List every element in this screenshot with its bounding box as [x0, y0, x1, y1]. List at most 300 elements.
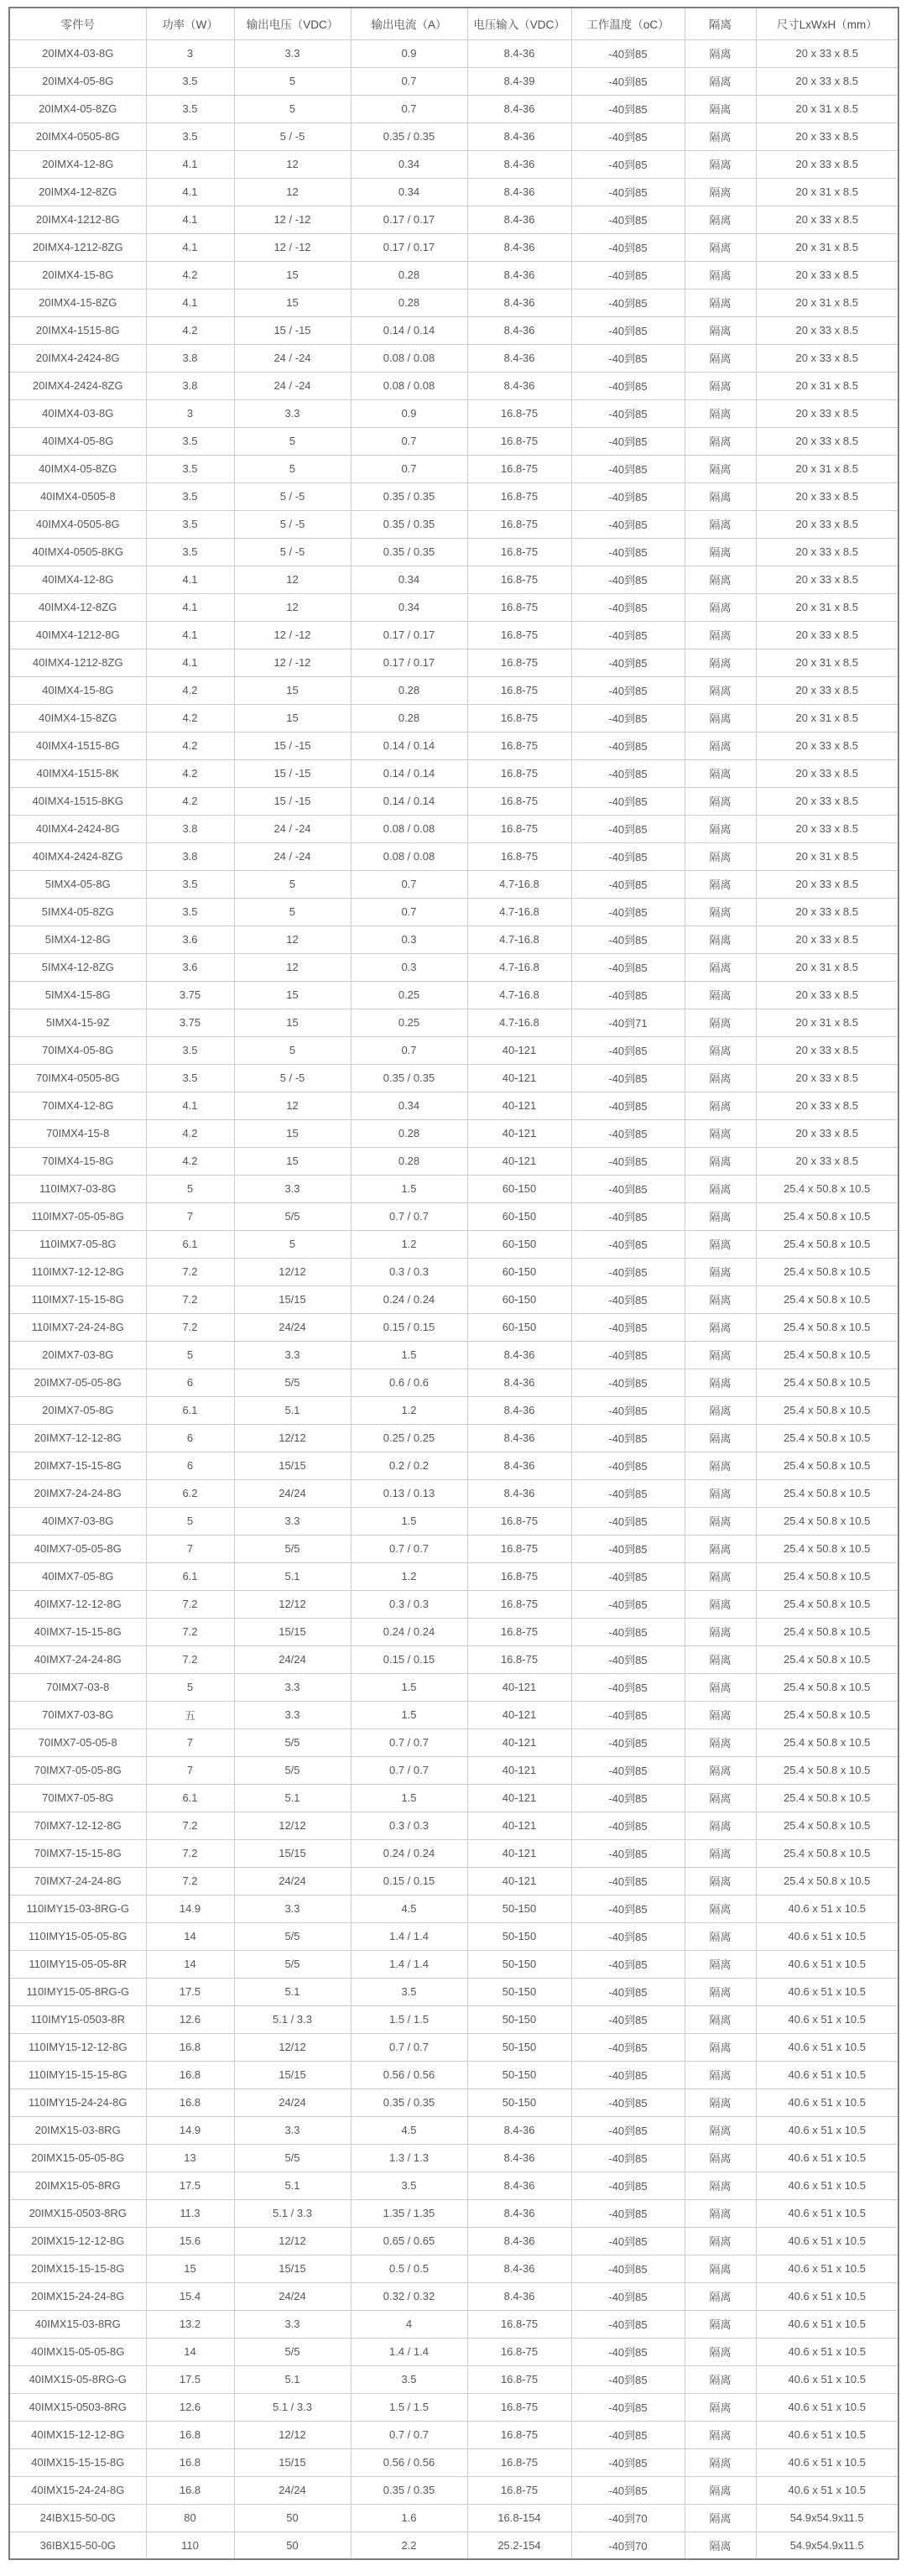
output-current-cell: 0.08 / 0.08 — [351, 842, 467, 870]
output-voltage-cell: 15 — [234, 261, 351, 289]
input-voltage-cell: 40-121 — [467, 1064, 571, 1092]
power-cell: 16.8 — [146, 2033, 234, 2061]
output-current-cell: 3.5 — [351, 1978, 467, 2005]
dimensions-cell: 40.6 x 51 x 10.5 — [756, 1895, 898, 1922]
power-cell: 7.2 — [146, 1812, 234, 1839]
input-voltage-cell: 16.8-75 — [467, 482, 571, 510]
operating-temp-cell: -40到85 — [571, 1618, 685, 1645]
output-voltage-cell: 15/15 — [234, 1285, 351, 1313]
output-current-cell: 0.35 / 0.35 — [351, 2476, 467, 2504]
output-current-cell: 0.14 / 0.14 — [351, 759, 467, 787]
dimensions-cell: 40.6 x 51 x 10.5 — [756, 2476, 898, 2504]
dimensions-cell: 20 x 33 x 8.5 — [756, 427, 898, 455]
input-voltage-cell: 16.8-75 — [467, 2421, 571, 2448]
isolation-cell: 隔离 — [685, 1230, 756, 1258]
input-voltage-cell: 8.4-36 — [467, 39, 571, 67]
input-voltage-cell: 8.4-36 — [467, 1396, 571, 1424]
output-voltage-cell: 12 — [234, 178, 351, 206]
input-voltage-cell: 8.4-36 — [467, 95, 571, 123]
dimensions-cell: 20 x 31 x 8.5 — [756, 455, 898, 482]
part-number-cell: 40IMX15-15-15-8G — [9, 2448, 146, 2476]
part-number-cell: 110IMX7-15-15-8G — [9, 1285, 146, 1313]
dimensions-cell: 20 x 33 x 8.5 — [756, 482, 898, 510]
dimensions-cell: 25.4 x 50.8 x 10.5 — [756, 1230, 898, 1258]
operating-temp-cell: -40到85 — [571, 676, 685, 704]
output-voltage-cell: 5 — [234, 95, 351, 123]
output-voltage-cell: 15/15 — [234, 1452, 351, 1479]
dimensions-cell: 40.6 x 51 x 10.5 — [756, 2005, 898, 2033]
power-cell: 15.4 — [146, 2282, 234, 2310]
isolation-cell: 隔离 — [685, 2421, 756, 2448]
isolation-cell: 隔离 — [685, 1950, 756, 1978]
dimensions-cell: 20 x 33 x 8.5 — [756, 787, 898, 815]
power-cell: 13 — [146, 2144, 234, 2172]
table-row — [9, 372, 898, 399]
part-number-cell: 5IMX4-05-8ZG — [9, 898, 146, 926]
output-voltage-cell: 3.3 — [234, 1895, 351, 1922]
input-voltage-cell: 60-150 — [467, 1313, 571, 1341]
power-cell: 4.1 — [146, 289, 234, 316]
output-current-cell: 0.08 / 0.08 — [351, 344, 467, 372]
table-row — [9, 482, 898, 510]
part-number-cell: 20IMX7-24-24-8G — [9, 1479, 146, 1507]
output-current-cell: 1.35 / 1.35 — [351, 2199, 467, 2227]
part-number-cell: 40IMX15-24-24-8G — [9, 2476, 146, 2504]
dimensions-cell: 40.6 x 51 x 10.5 — [756, 2255, 898, 2282]
dimensions-cell: 40.6 x 51 x 10.5 — [756, 2088, 898, 2116]
dimensions-cell: 40.6 x 51 x 10.5 — [756, 2199, 898, 2227]
part-number-cell: 40IMX15-03-8RG — [9, 2310, 146, 2338]
part-number-cell: 40IMX4-12-8G — [9, 566, 146, 593]
output-voltage-cell: 5 — [234, 455, 351, 482]
part-number-cell: 40IMX4-1515-8KG — [9, 787, 146, 815]
output-voltage-cell: 5 — [234, 1230, 351, 1258]
operating-temp-cell: -40到85 — [571, 95, 685, 123]
output-current-cell: 1.5 — [351, 1701, 467, 1729]
output-voltage-cell: 12/12 — [234, 1424, 351, 1452]
output-current-cell: 1.4 / 1.4 — [351, 1922, 467, 1950]
output-current-cell: 0.3 / 0.3 — [351, 1812, 467, 1839]
dimensions-cell: 25.4 x 50.8 x 10.5 — [756, 1812, 898, 1839]
input-voltage-cell: 8.4-36 — [467, 316, 571, 344]
power-cell: 7.2 — [146, 1590, 234, 1618]
part-number-cell: 110IMY15-12-12-8G — [9, 2033, 146, 2061]
output-current-cell: 0.08 / 0.08 — [351, 372, 467, 399]
output-current-cell: 0.7 / 0.7 — [351, 1202, 467, 1230]
power-cell: 16.8 — [146, 2421, 234, 2448]
table-row — [9, 1618, 898, 1645]
output-current-cell: 1.4 / 1.4 — [351, 2338, 467, 2365]
input-voltage-cell: 8.4-39 — [467, 67, 571, 95]
table-row — [9, 67, 898, 95]
dimensions-cell: 40.6 x 51 x 10.5 — [756, 1922, 898, 1950]
power-cell: 16.8 — [146, 2476, 234, 2504]
input-voltage-cell: 40-121 — [467, 1119, 571, 1147]
operating-temp-cell: -40到85 — [571, 455, 685, 482]
output-current-cell: 0.7 / 0.7 — [351, 1729, 467, 1756]
part-number-cell: 40IMX4-05-8ZG — [9, 455, 146, 482]
dimensions-cell: 20 x 33 x 8.5 — [756, 344, 898, 372]
table-row — [9, 2448, 898, 2476]
output-voltage-cell: 24/24 — [234, 1867, 351, 1895]
part-number-cell: 40IMX15-05-05-8G — [9, 2338, 146, 2365]
dimensions-cell: 20 x 33 x 8.5 — [756, 815, 898, 842]
output-voltage-cell: 5/5 — [234, 2338, 351, 2365]
output-current-cell: 0.9 — [351, 399, 467, 427]
operating-temp-cell: -40到85 — [571, 178, 685, 206]
part-number-cell: 110IMX7-24-24-8G — [9, 1313, 146, 1341]
part-number-cell: 70IMX4-05-8G — [9, 1036, 146, 1064]
output-voltage-cell: 3.3 — [234, 2116, 351, 2144]
table-row — [9, 2365, 898, 2393]
output-voltage-cell: 5 / -5 — [234, 510, 351, 538]
input-voltage-cell: 8.4-36 — [467, 344, 571, 372]
table-row — [9, 981, 898, 1009]
table-row — [9, 316, 898, 344]
dimensions-cell: 20 x 33 x 8.5 — [756, 123, 898, 150]
isolation-cell: 隔离 — [685, 1064, 756, 1092]
isolation-cell: 隔离 — [685, 2088, 756, 2116]
output-voltage-cell: 15 / -15 — [234, 759, 351, 787]
input-voltage-cell: 60-150 — [467, 1175, 571, 1202]
output-current-cell: 1.5 — [351, 1341, 467, 1369]
table-row — [9, 123, 898, 150]
isolation-cell: 隔离 — [685, 2282, 756, 2310]
output-voltage-cell: 24 / -24 — [234, 842, 351, 870]
output-current-cell: 1.5 — [351, 1175, 467, 1202]
power-cell: 7.2 — [146, 1839, 234, 1867]
isolation-cell: 隔离 — [685, 593, 756, 621]
power-cell: 7.2 — [146, 1618, 234, 1645]
output-voltage-cell: 5 / -5 — [234, 482, 351, 510]
isolation-cell: 隔离 — [685, 2116, 756, 2144]
part-number-cell: 110IMX7-05-05-8G — [9, 1202, 146, 1230]
output-voltage-cell: 12 / -12 — [234, 206, 351, 233]
part-number-cell: 40IMX7-24-24-8G — [9, 1645, 146, 1673]
operating-temp-cell: -40到85 — [571, 2061, 685, 2088]
power-cell: 4.1 — [146, 593, 234, 621]
part-number-cell: 40IMX7-05-05-8G — [9, 1535, 146, 1562]
operating-temp-cell: -40到85 — [571, 898, 685, 926]
operating-temp-cell: -40到85 — [571, 123, 685, 150]
isolation-cell: 隔离 — [685, 2005, 756, 2033]
operating-temp-cell: -40到85 — [571, 1452, 685, 1479]
output-voltage-cell: 5 — [234, 898, 351, 926]
dimensions-cell: 25.4 x 50.8 x 10.5 — [756, 1202, 898, 1230]
dimensions-cell: 40.6 x 51 x 10.5 — [756, 2282, 898, 2310]
output-voltage-cell: 50 — [234, 2532, 351, 2559]
output-current-cell: 0.24 / 0.24 — [351, 1839, 467, 1867]
dimensions-cell: 20 x 33 x 8.5 — [756, 67, 898, 95]
input-voltage-cell: 16.8-75 — [467, 1618, 571, 1645]
input-voltage-cell: 25.2-154 — [467, 2532, 571, 2559]
input-voltage-cell: 4.7-16.8 — [467, 1009, 571, 1036]
isolation-cell: 隔离 — [685, 1313, 756, 1341]
table-row — [9, 676, 898, 704]
output-voltage-cell: 12 — [234, 593, 351, 621]
power-cell: 3.5 — [146, 427, 234, 455]
part-number-cell: 70IMX4-12-8G — [9, 1092, 146, 1119]
output-voltage-cell: 5 — [234, 1036, 351, 1064]
output-voltage-cell: 5/5 — [234, 2144, 351, 2172]
operating-temp-cell: -40到85 — [571, 1812, 685, 1839]
output-current-cell: 0.15 / 0.15 — [351, 1645, 467, 1673]
isolation-cell: 隔离 — [685, 344, 756, 372]
part-number-cell: 40IMX7-12-12-8G — [9, 1590, 146, 1618]
input-voltage-cell: 16.8-75 — [467, 566, 571, 593]
isolation-cell: 隔离 — [685, 95, 756, 123]
input-voltage-cell: 8.4-36 — [467, 2199, 571, 2227]
part-number-cell: 110IMY15-05-05-8G — [9, 1922, 146, 1950]
isolation-cell: 隔离 — [685, 1812, 756, 1839]
output-current-cell: 0.35 / 0.35 — [351, 123, 467, 150]
power-cell: 4.2 — [146, 759, 234, 787]
table-row — [9, 95, 898, 123]
power-cell: 4.2 — [146, 1119, 234, 1147]
dimensions-cell: 20 x 31 x 8.5 — [756, 95, 898, 123]
isolation-cell: 隔离 — [685, 1645, 756, 1673]
table-row — [9, 1119, 898, 1147]
dimensions-cell: 25.4 x 50.8 x 10.5 — [756, 1784, 898, 1812]
isolation-cell: 隔离 — [685, 1618, 756, 1645]
output-voltage-cell: 5/5 — [234, 1369, 351, 1396]
table-row — [9, 732, 898, 759]
input-voltage-cell: 16.8-75 — [467, 2393, 571, 2421]
column-header-power: 功率（W） — [146, 8, 234, 39]
operating-temp-cell: -40到85 — [571, 2144, 685, 2172]
isolation-cell: 隔离 — [685, 1424, 756, 1452]
table-row — [9, 815, 898, 842]
part-number-cell: 40IMX4-15-8G — [9, 676, 146, 704]
output-current-cell: 0.25 / 0.25 — [351, 1424, 467, 1452]
part-number-cell: 40IMX7-05-8G — [9, 1562, 146, 1590]
column-header-isolation: 隔离 — [685, 8, 756, 39]
isolation-cell: 隔离 — [685, 482, 756, 510]
table-row — [9, 538, 898, 566]
isolation-cell: 隔离 — [685, 870, 756, 898]
output-voltage-cell: 24 / -24 — [234, 372, 351, 399]
power-cell: 3 — [146, 39, 234, 67]
dimensions-cell: 40.6 x 51 x 10.5 — [756, 2338, 898, 2365]
output-voltage-cell: 15 — [234, 676, 351, 704]
dimensions-cell: 20 x 33 x 8.5 — [756, 1036, 898, 1064]
part-number-cell: 40IMX7-15-15-8G — [9, 1618, 146, 1645]
input-voltage-cell: 8.4-36 — [467, 233, 571, 261]
output-voltage-cell: 5 / -5 — [234, 123, 351, 150]
output-current-cell: 2.2 — [351, 2532, 467, 2559]
table-row — [9, 261, 898, 289]
power-cell: 11.3 — [146, 2199, 234, 2227]
operating-temp-cell: -40到85 — [571, 1922, 685, 1950]
table-row — [9, 787, 898, 815]
output-voltage-cell: 15 — [234, 289, 351, 316]
output-voltage-cell: 3.3 — [234, 1507, 351, 1535]
dimensions-cell: 54.9x54.9x11.5 — [756, 2504, 898, 2532]
output-current-cell: 0.35 / 0.35 — [351, 1064, 467, 1092]
operating-temp-cell: -40到85 — [571, 1784, 685, 1812]
table-row — [9, 926, 898, 953]
input-voltage-cell: 8.4-36 — [467, 261, 571, 289]
input-voltage-cell: 8.4-36 — [467, 1479, 571, 1507]
part-number-cell: 40IMX15-12-12-8G — [9, 2421, 146, 2448]
isolation-cell: 隔离 — [685, 261, 756, 289]
input-voltage-cell: 40-121 — [467, 1701, 571, 1729]
part-number-cell: 110IMY15-05-8RG-G — [9, 1978, 146, 2005]
input-voltage-cell: 8.4-36 — [467, 1452, 571, 1479]
output-voltage-cell: 3.3 — [234, 1673, 351, 1701]
output-voltage-cell: 12 / -12 — [234, 649, 351, 676]
input-voltage-cell: 8.4-36 — [467, 289, 571, 316]
isolation-cell: 隔离 — [685, 981, 756, 1009]
input-voltage-cell: 16.8-75 — [467, 676, 571, 704]
isolation-cell: 隔离 — [685, 759, 756, 787]
output-voltage-cell: 5/5 — [234, 1729, 351, 1756]
isolation-cell: 隔离 — [685, 649, 756, 676]
isolation-cell: 隔离 — [685, 2255, 756, 2282]
isolation-cell: 隔离 — [685, 1396, 756, 1424]
dimensions-cell: 20 x 33 x 8.5 — [756, 1119, 898, 1147]
part-number-cell: 70IMX4-15-8 — [9, 1119, 146, 1147]
table-row — [9, 1009, 898, 1036]
isolation-cell: 隔离 — [685, 1452, 756, 1479]
part-number-cell: 36IBX15-50-0G — [9, 2532, 146, 2559]
dimensions-cell: 25.4 x 50.8 x 10.5 — [756, 1673, 898, 1701]
output-current-cell: 3.5 — [351, 2365, 467, 2393]
operating-temp-cell: -40到85 — [571, 344, 685, 372]
input-voltage-cell: 16.8-75 — [467, 538, 571, 566]
spec-table — [8, 7, 899, 2560]
dimensions-cell: 20 x 31 x 8.5 — [756, 593, 898, 621]
dimensions-cell: 25.4 x 50.8 x 10.5 — [756, 1729, 898, 1756]
part-number-cell: 5IMX4-15-8G — [9, 981, 146, 1009]
power-cell: 3.5 — [146, 482, 234, 510]
table-row — [9, 2532, 898, 2559]
output-voltage-cell: 5.1 — [234, 1978, 351, 2005]
operating-temp-cell: -40到85 — [571, 2172, 685, 2199]
input-voltage-cell: 16.8-75 — [467, 2476, 571, 2504]
part-number-cell: 24IBX15-50-0G — [9, 2504, 146, 2532]
isolation-cell: 隔离 — [685, 2393, 756, 2421]
part-number-cell: 40IMX4-1212-8G — [9, 621, 146, 649]
power-cell: 3.5 — [146, 510, 234, 538]
power-cell: 4.1 — [146, 649, 234, 676]
input-voltage-cell: 8.4-36 — [467, 2282, 571, 2310]
operating-temp-cell: -40到85 — [571, 1258, 685, 1285]
output-voltage-cell: 3.3 — [234, 2310, 351, 2338]
part-number-cell: 20IMX15-12-12-8G — [9, 2227, 146, 2255]
power-cell: 7.2 — [146, 1867, 234, 1895]
operating-temp-cell: -40到85 — [571, 2476, 685, 2504]
dimensions-cell: 20 x 33 x 8.5 — [756, 676, 898, 704]
table-row — [9, 2282, 898, 2310]
output-current-cell: 0.28 — [351, 261, 467, 289]
power-cell: 16.8 — [146, 2061, 234, 2088]
output-current-cell: 3.5 — [351, 2172, 467, 2199]
column-header-output-voltage: 输出电压（VDC） — [234, 8, 351, 39]
input-voltage-cell: 16.8-75 — [467, 621, 571, 649]
operating-temp-cell: -40到85 — [571, 953, 685, 981]
dimensions-cell: 20 x 33 x 8.5 — [756, 870, 898, 898]
dimensions-cell: 25.4 x 50.8 x 10.5 — [756, 1645, 898, 1673]
output-current-cell: 0.35 / 0.35 — [351, 510, 467, 538]
operating-temp-cell: -40到85 — [571, 649, 685, 676]
table-row — [9, 1756, 898, 1784]
part-number-cell: 20IMX4-05-8G — [9, 67, 146, 95]
table-row — [9, 621, 898, 649]
operating-temp-cell: -40到85 — [571, 1756, 685, 1784]
dimensions-cell: 25.4 x 50.8 x 10.5 — [756, 1618, 898, 1645]
output-voltage-cell: 15 / -15 — [234, 787, 351, 815]
column-header-dimensions: 尺寸LxWxH（mm） — [756, 8, 898, 39]
table-row — [9, 344, 898, 372]
output-voltage-cell: 5 / -5 — [234, 1064, 351, 1092]
power-cell: 3.75 — [146, 1009, 234, 1036]
isolation-cell: 隔离 — [685, 150, 756, 178]
operating-temp-cell: -40到85 — [571, 2088, 685, 2116]
isolation-cell: 隔离 — [685, 1784, 756, 1812]
part-number-cell: 20IMX4-15-8ZG — [9, 289, 146, 316]
output-current-cell: 1.5 — [351, 1673, 467, 1701]
isolation-cell: 隔离 — [685, 1590, 756, 1618]
input-voltage-cell: 50-150 — [467, 2005, 571, 2033]
input-voltage-cell: 8.4-36 — [467, 1369, 571, 1396]
input-voltage-cell: 8.4-36 — [467, 2144, 571, 2172]
isolation-cell: 隔离 — [685, 455, 756, 482]
power-cell: 3.8 — [146, 372, 234, 399]
output-voltage-cell: 12/12 — [234, 2227, 351, 2255]
dimensions-cell: 20 x 33 x 8.5 — [756, 538, 898, 566]
input-voltage-cell: 8.4-36 — [467, 206, 571, 233]
table-row — [9, 1950, 898, 1978]
dimensions-cell: 20 x 33 x 8.5 — [756, 1064, 898, 1092]
operating-temp-cell: -40到85 — [571, 621, 685, 649]
output-voltage-cell: 12 / -12 — [234, 621, 351, 649]
dimensions-cell: 20 x 31 x 8.5 — [756, 178, 898, 206]
isolation-cell: 隔离 — [685, 1839, 756, 1867]
input-voltage-cell: 16.8-75 — [467, 1645, 571, 1673]
part-number-cell: 70IMX7-12-12-8G — [9, 1812, 146, 1839]
isolation-cell: 隔离 — [685, 621, 756, 649]
operating-temp-cell: -40到85 — [571, 1950, 685, 1978]
power-cell: 14 — [146, 1950, 234, 1978]
output-current-cell: 1.5 — [351, 1784, 467, 1812]
input-voltage-cell: 60-150 — [467, 1230, 571, 1258]
operating-temp-cell: -40到70 — [571, 2532, 685, 2559]
table-row — [9, 1341, 898, 1369]
table-row — [9, 2005, 898, 2033]
output-current-cell: 1.4 / 1.4 — [351, 1950, 467, 1978]
isolation-cell: 隔离 — [685, 1285, 756, 1313]
part-number-cell: 110IMY15-05-05-8R — [9, 1950, 146, 1978]
power-cell: 17.5 — [146, 1978, 234, 2005]
output-current-cell: 0.28 — [351, 1147, 467, 1175]
table-row — [9, 427, 898, 455]
operating-temp-cell: -40到85 — [571, 1673, 685, 1701]
power-cell: 3.75 — [146, 981, 234, 1009]
input-voltage-cell: 8.4-36 — [467, 1424, 571, 1452]
input-voltage-cell: 8.4-36 — [467, 2255, 571, 2282]
output-voltage-cell: 3.3 — [234, 1701, 351, 1729]
dimensions-cell: 40.6 x 51 x 10.5 — [756, 2393, 898, 2421]
operating-temp-cell: -40到85 — [571, 759, 685, 787]
output-current-cell: 0.35 / 0.35 — [351, 2088, 467, 2116]
power-cell: 7.2 — [146, 1645, 234, 1673]
column-header-part-number: 零件号 — [9, 8, 146, 39]
operating-temp-cell: -40到85 — [571, 2421, 685, 2448]
input-voltage-cell: 16.8-75 — [467, 842, 571, 870]
output-voltage-cell: 5.1 — [234, 2365, 351, 2393]
operating-temp-cell: -40到85 — [571, 150, 685, 178]
